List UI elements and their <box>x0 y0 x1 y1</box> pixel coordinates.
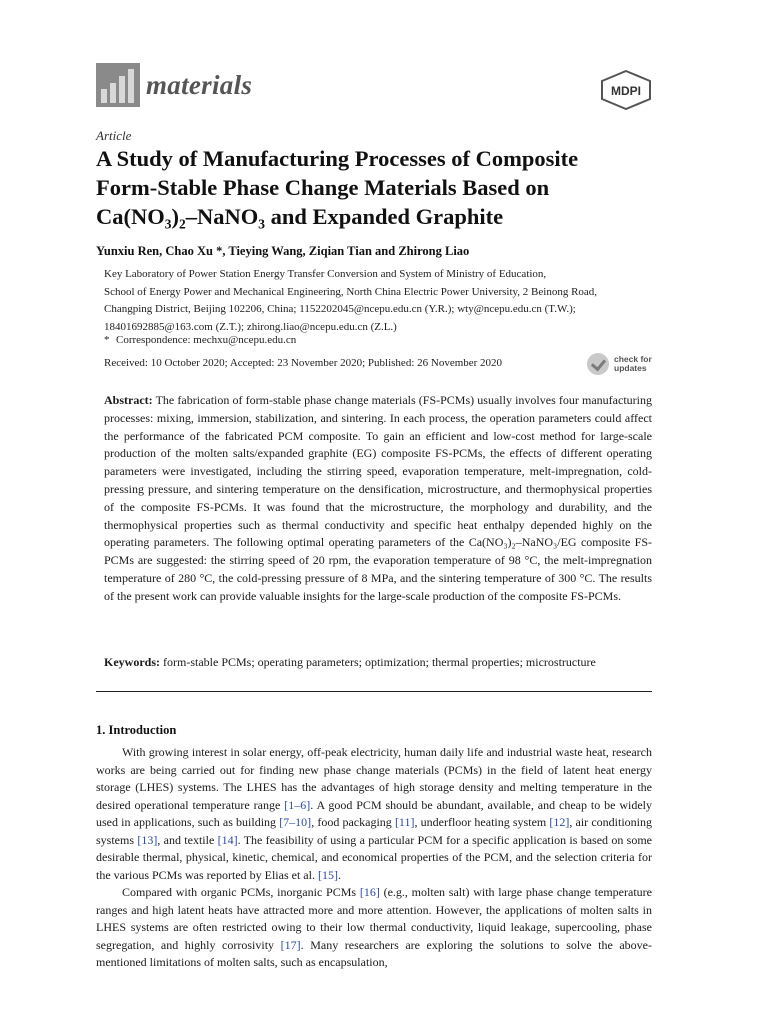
check-updates-line-2: updates <box>614 363 647 373</box>
intro-paragraph-1 <box>96 744 652 884</box>
paragraph-text: , underfloor heating system <box>414 815 550 829</box>
affiliation-line: Key Laboratory of Power Station Energy Transfer Conversion and System of Ministry of Education, <box>104 268 547 280</box>
intro-paragraph-2 <box>96 884 652 972</box>
check-updates-icon <box>587 353 609 375</box>
journal-name: materials <box>146 69 253 100</box>
paragraph-text: Compared with organic PCMs, inorganic PCMs <box>122 885 360 899</box>
affiliation-line: School of Energy Power and Mechanical Engineering, North China Electric Power University, 2 Beinong Road, <box>104 285 598 298</box>
paragraph-text: With growing interest in solar energy, off-peak electricity, human daily life and industrial waste heat, research works are being carried out for finding new phase change materials (PCMs) in the field of latent heat energy storage (LHES) systems. The LHES has the advantages of high storage density and melting temperature in the desired operational temperature range <box>96 745 652 812</box>
affiliation <box>104 266 664 336</box>
publication-dates: Received: 10 October 2020; Accepted: 23 November 2020; Published: 26 November 2020 <box>104 357 503 369</box>
affiliation-line: 18401692885@163.com (Z.T.); zhirong.liao@ncepu.edu.cn (Z.L.) <box>104 320 397 333</box>
correspondence-email[interactable]: Correspondence: mechxu@ncepu.edu.cn <box>116 334 297 346</box>
paragraph-text: . <box>337 867 341 882</box>
article-title <box>96 144 676 231</box>
section-divider <box>96 691 652 692</box>
keywords-label: Keywords: <box>104 655 160 669</box>
citation-link[interactable]: [7–10] <box>279 815 312 829</box>
title-line-1: A Study of Manufacturing Processes of Composite <box>96 146 579 171</box>
paragraph-text: . A good PCM should be abundant, available, and cheap to be widely used in applications, such as building <box>96 797 653 829</box>
abstract-text: The fabrication of form-stable phase change materials (FS-PCMs) usually involves four manufacturing processes: mixing, immersion, stabilization, and sintering. In each process, the operation parameters could affect the performance of the fabricated PCM composite. To gain an efficient and low-cost method for large-scale production of the molten salts/expanded graphite (EG) composite FS-PCMs, the effects of different operating parameters were investigated, including the stirring speed, evaporation temperature, melt-impregnation, cold-pressing pressure, and sintering temperature on the densification, microstructure, and thermophysical properties of the composite FS-PCMs. It was found that the microstructure, the morphology and durability, and the thermophysical properties such as thermal conductivity and specific heat enthalpy depended highly on the operating parameters. The following optimal operating parameters of the Ca(NO₃)₂–NaNO₃/EG composite FS-PCMs are suggested: the stirring speed of 20 rpm, the evaporation temperature of 98 °C, the melt-impregnation temperature of 280 °C, the cold-pressing pressure of 8 MPa, and the sintering temperature of 300 °C. The results of the present work can provide valuable insights for the large-scale production of the composite FS-PCMs. <box>104 393 652 603</box>
citation-link[interactable]: [16] <box>359 885 380 899</box>
correspondence-marker: * <box>104 334 110 346</box>
citation-link[interactable]: [17] <box>280 937 301 952</box>
journal-logo[interactable] <box>96 62 252 108</box>
citation-link[interactable]: [11] <box>394 815 415 829</box>
mdpi-logo[interactable] <box>600 70 652 110</box>
paragraph-text: (e.g., molten salt) with large phase change temperature ranges and high latent heats have attracted more and more attention. However, the applications of molten salts in LHES systems are often restricted owing to their low thermal conductivity, liquid leakage, supercooling, phase segregation, and highly corrosivity <box>96 885 652 952</box>
citation-link[interactable]: [1–6] <box>284 797 311 812</box>
author-list: Yunxiu Ren, Chao Xu *, Tieying Wang, Ziqian Tian and Zhirong Liao <box>96 244 470 258</box>
paragraph-text: . Many researchers are exploring the solutions to solve the above-mentioned limitations of molten salts, such as encapsulation, <box>96 937 652 969</box>
section-heading: 1. Introduction <box>96 723 177 737</box>
article-type: Article <box>96 128 132 143</box>
check-updates-label <box>614 355 652 373</box>
check-for-updates-button[interactable] <box>587 351 667 377</box>
abstract-label: Abstract: <box>104 393 153 407</box>
affiliation-line: Changping District, Beijing 102206, China; 1152202045@ncepu.edu.cn (Y.R.); wty@ncepu.edu.cn (T.W.); <box>104 303 576 315</box>
citation-link[interactable]: [14] <box>217 832 238 847</box>
title-line-3: Ca(NO₃)₂–NaNO₃ and Expanded Graphite <box>96 204 504 229</box>
citation-link[interactable]: [12] <box>549 815 570 829</box>
correspondence <box>104 334 296 346</box>
citation-link[interactable]: [15] <box>317 867 338 882</box>
mdpi-label: MDPI <box>611 84 641 98</box>
paragraph-text: , air conditioning systems <box>96 815 652 847</box>
keywords-text: form-stable PCMs; operating parameters; optimization; thermal properties; microstructure <box>163 655 596 669</box>
abstract <box>104 392 652 606</box>
check-updates-line-1: check for <box>614 354 652 364</box>
paragraph-text: . The feasibility of using a particular PCM for a specific application is based on some desirable thermal, physical, kinetic, chemical, and economical properties of the PCM, and the selection criteria for the various PCMs was reported by Elias et al. <box>96 832 652 882</box>
journal-logo-icon <box>96 63 140 107</box>
introduction-body <box>96 744 652 972</box>
paragraph-text: , and textile <box>157 832 218 847</box>
citation-link[interactable]: [13] <box>137 832 158 847</box>
paragraph-text: , food packaging <box>311 815 395 829</box>
keywords <box>104 655 664 670</box>
title-line-2: Form-Stable Phase Change Materials Based on <box>96 175 550 200</box>
